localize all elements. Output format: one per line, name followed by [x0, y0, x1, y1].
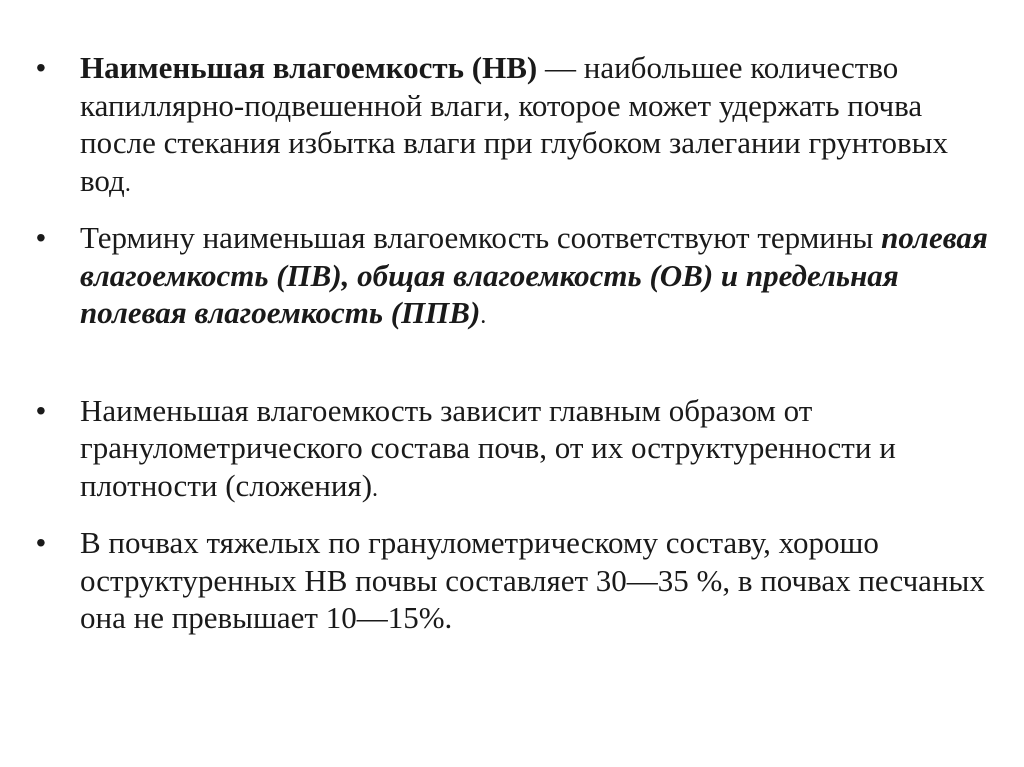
bullet-icon: • — [36, 222, 46, 253]
bullet-item-values — [36, 524, 996, 637]
definition-text: — наибольшее количество капиллярно-подвешенной влаги, которое может удержать почва после стекания избытка влаги при глубоком залегании грунтовых вод — [80, 50, 948, 198]
bullet-icon: • — [36, 394, 46, 426]
bullet-item-synonyms — [36, 219, 996, 336]
synonyms-lead-text: Термину наименьшая влагоемкость соответствуют термины — [80, 220, 882, 255]
sentence-end: . — [480, 303, 487, 329]
bullet-item-dependence — [36, 392, 996, 509]
synonym-terms: полевая влагоемкость (ПВ), общая влагоемкость (ОВ) и предельная полевая влагоемкость (ППВ) — [80, 220, 988, 330]
bullet-list — [36, 49, 996, 637]
bullet-icon: • — [36, 52, 46, 83]
term-field-capacity: Наименьшая влагоемкость (НВ) — [80, 50, 538, 85]
values-text: В почвах тяжелых по гранулометрическому составу, хорошо оструктуренных НВ почвы составляет 30—35 %, в почвах песчаных она не превышает 10—15%. — [80, 525, 985, 635]
sentence-end: . — [372, 475, 379, 502]
dependence-text: Наименьшая влагоемкость зависит главным образом от гранулометрического состава почв, от их оструктуренности и плотности (сложения) — [80, 392, 896, 503]
bullet-icon: • — [36, 527, 46, 558]
bullet-item-field-capacity-definition — [36, 49, 996, 203]
sentence-end: . — [124, 170, 131, 197]
